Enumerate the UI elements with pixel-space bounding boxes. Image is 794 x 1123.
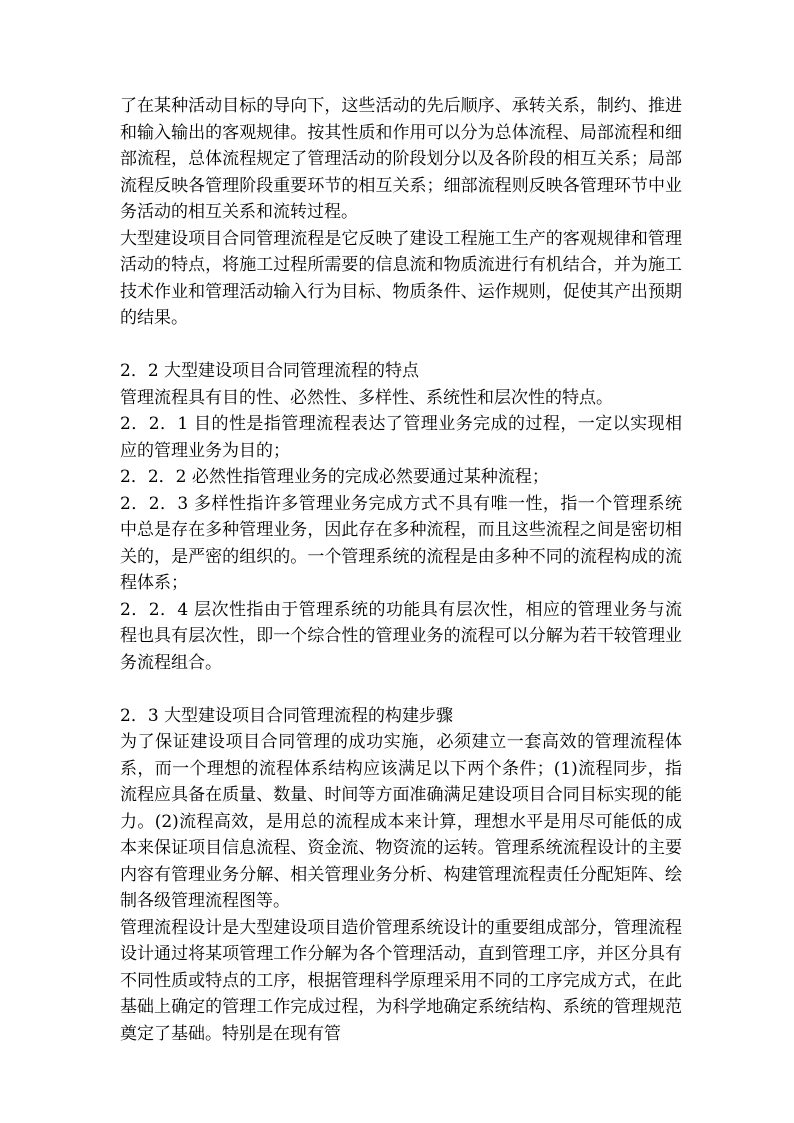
paragraph-contract-flow: 大型建设项目合同管理流程是它反映了建设工程施工生产的客观规律和管理活动的特点，将施工过程所需要的信息流和物质流进行有机结合，并为施工技术作业和管理活动输入行为目标、物质条件、运作规则，促使其产出预期的结果。 xyxy=(120,228,682,328)
paragraph-gap xyxy=(120,332,682,359)
item-2-2-2: 2．2．2 必然性指管理业务的完成必然要通过某种流程； xyxy=(120,467,549,487)
paragraph-flow-design: 管理流程设计是大型建设项目造价管理系统设计的重要组成部分，管理流程设计通过将某项管理工作分解为各个管理活动，直到管理工序，并区分具有不同性质或特点的工序，根据管理科学原理采用不同的工序完成方式，在此基础上确定的管理工作完成过程，为科学地确定系统结构、系统的管理规范奠定了基础。特别是在现有管 xyxy=(120,917,682,1044)
section-heading-2-3: 2．3 大型建设项目合同管理流程的构建步骤 xyxy=(120,705,454,726)
item-2-2-3: 2．2．3 多样性指许多管理业务完成方式不具有唯一性，指一个管理系统中总是存在多种管理业务，因此存在多种流程，而且这些流程之间是密切相关的，是严密的组织的。一个管理系统的流程是由多种不同的流程构成的流程体系； xyxy=(120,493,682,593)
paragraph-gap xyxy=(120,676,682,703)
item-2-2-1: 2．2．1 目的性是指管理流程表达了管理业务完成的过程，一定以实现相应的管理业务为目的； xyxy=(120,414,682,461)
paragraph-construction-steps: 为了保证建设项目合同管理的成功实施，必须建立一套高效的管理流程体系，而一个理想的流程体系结构应该满足以下两个条件；(1)流程同步，指流程应具备在质量、数量、时间等方面准确满足建设项目合同目标实现的能力。(2)流程高效，是用总的流程成本来计算，理想水平是用尽可能低的成本来保证项目信息流程、资金流、物资流的运转。管理系统流程设计的主要内容有管理业务分解、相关管理业务分析、构建管理流程责任分配矩阵、绘制各级管理流程图等。 xyxy=(120,732,682,911)
document-body xyxy=(120,93,682,1047)
paragraph-features-summary: 管理流程具有目的性、必然性、多样性、系统性和层次性的特点。 xyxy=(120,387,613,408)
paragraph-flow-definition: 了在某种活动目标的导向下，这些活动的先后顺序、承转关系，制约、推进和输入输出的客观规律。按其性质和作用可以分为总体流程、局部流程和细部流程，总体流程规定了管理活动的阶段划分以及各阶段的相互关系；局部流程反映各管理阶段重要环节的相互关系；细部流程则反映各管理环节中业务活动的相互关系和流转过程。 xyxy=(120,96,682,222)
item-2-2-4: 2．2．4 层次性指由于管理系统的功能具有层次性，相应的管理业务与流程也具有层次性，即一个综合性的管理业务的流程可以分解为若干较管理业务流程组合。 xyxy=(120,599,682,673)
section-heading-2-2: 2．2 大型建设项目合同管理流程的特点 xyxy=(120,361,420,381)
